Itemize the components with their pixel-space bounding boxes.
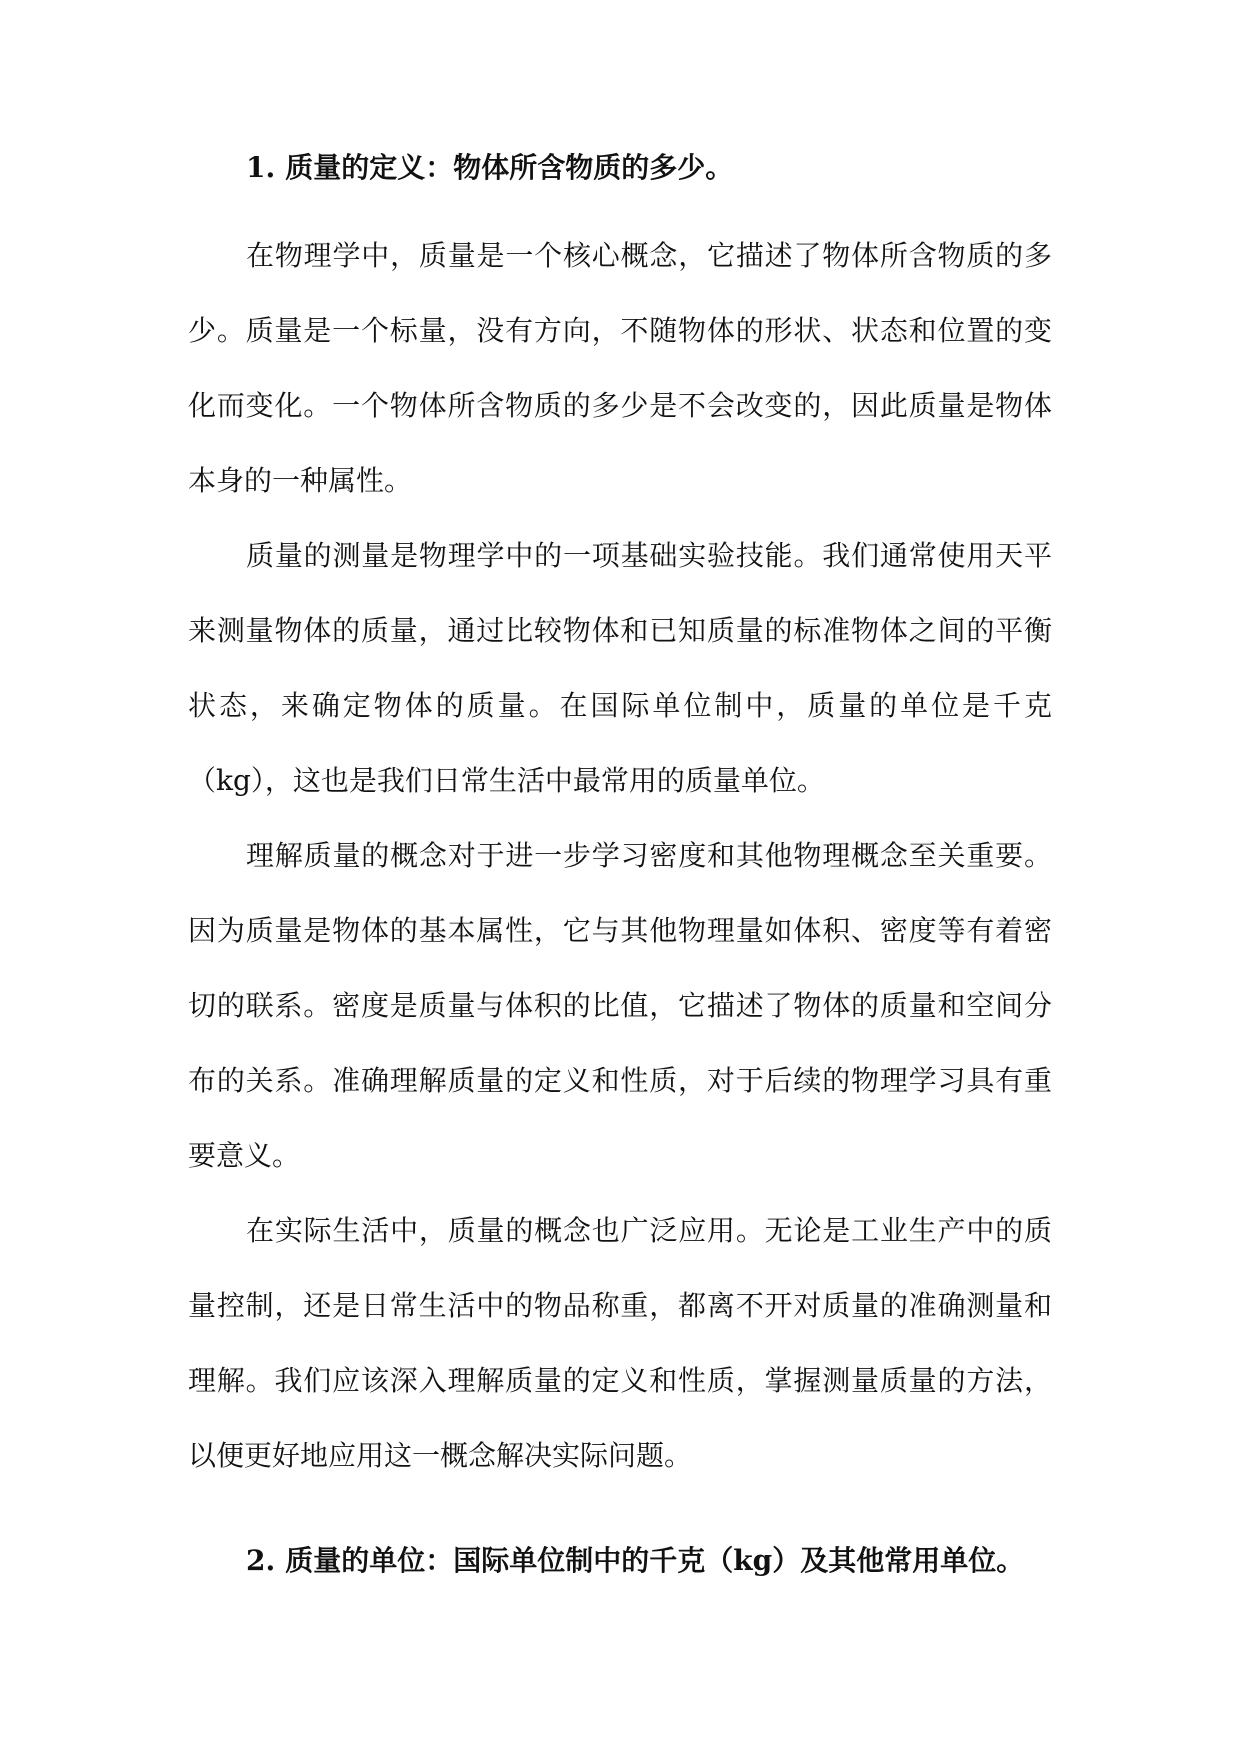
- section-title: 质量的单位：国际单位制中的千克（kg）及其他常用单位。: [285, 1544, 1025, 1577]
- section-heading-2: [188, 1541, 1052, 1581]
- section-title: 质量的定义：物体所含物质的多少。: [285, 151, 734, 184]
- document-body: [188, 148, 1052, 1581]
- section-heading-1: [188, 148, 1052, 188]
- paragraph: 在实际生活中，质量的概念也广泛应用。无论是工业生产中的质量控制，还是日常生活中的物品称重，都离不开对质量的准确测量和理解。我们应该深入理解质量的定义和性质，掌握测量质量的方法，以便更好地应用这一概念解决实际问题。: [188, 1214, 1052, 1472]
- spacer: [188, 1493, 1052, 1541]
- section-number: 2.: [246, 1544, 276, 1577]
- section-number: 1.: [246, 151, 276, 184]
- paragraph: 质量的测量是物理学中的一项基础实验技能。我们通常使用天平来测量物体的质量，通过比较物体和已知质量的标准物体之间的平衡状态，来确定物体的质量。在国际单位制中，质量的单位是千克（kg），这也是我们日常生活中最常用的质量单位。: [188, 539, 1052, 797]
- spacer: [188, 188, 1052, 218]
- paragraph: 理解质量的概念对于进一步学习密度和其他物理概念至关重要。因为质量是物体的基本属性，它与其他物理量如体积、密度等有着密切的联系。密度是质量与体积的比值，它描述了物体的质量和空间分布的关系。准确理解质量的定义和性质，对于后续的物理学习具有重要意义。: [188, 839, 1052, 1172]
- paragraph: 在物理学中，质量是一个核心概念，它描述了物体所含物质的多少。质量是一个标量，没有方向，不随物体的形状、状态和位置的变化而变化。一个物体所含物质的多少是不会改变的，因此质量是物体本身的一种属性。: [188, 239, 1052, 497]
